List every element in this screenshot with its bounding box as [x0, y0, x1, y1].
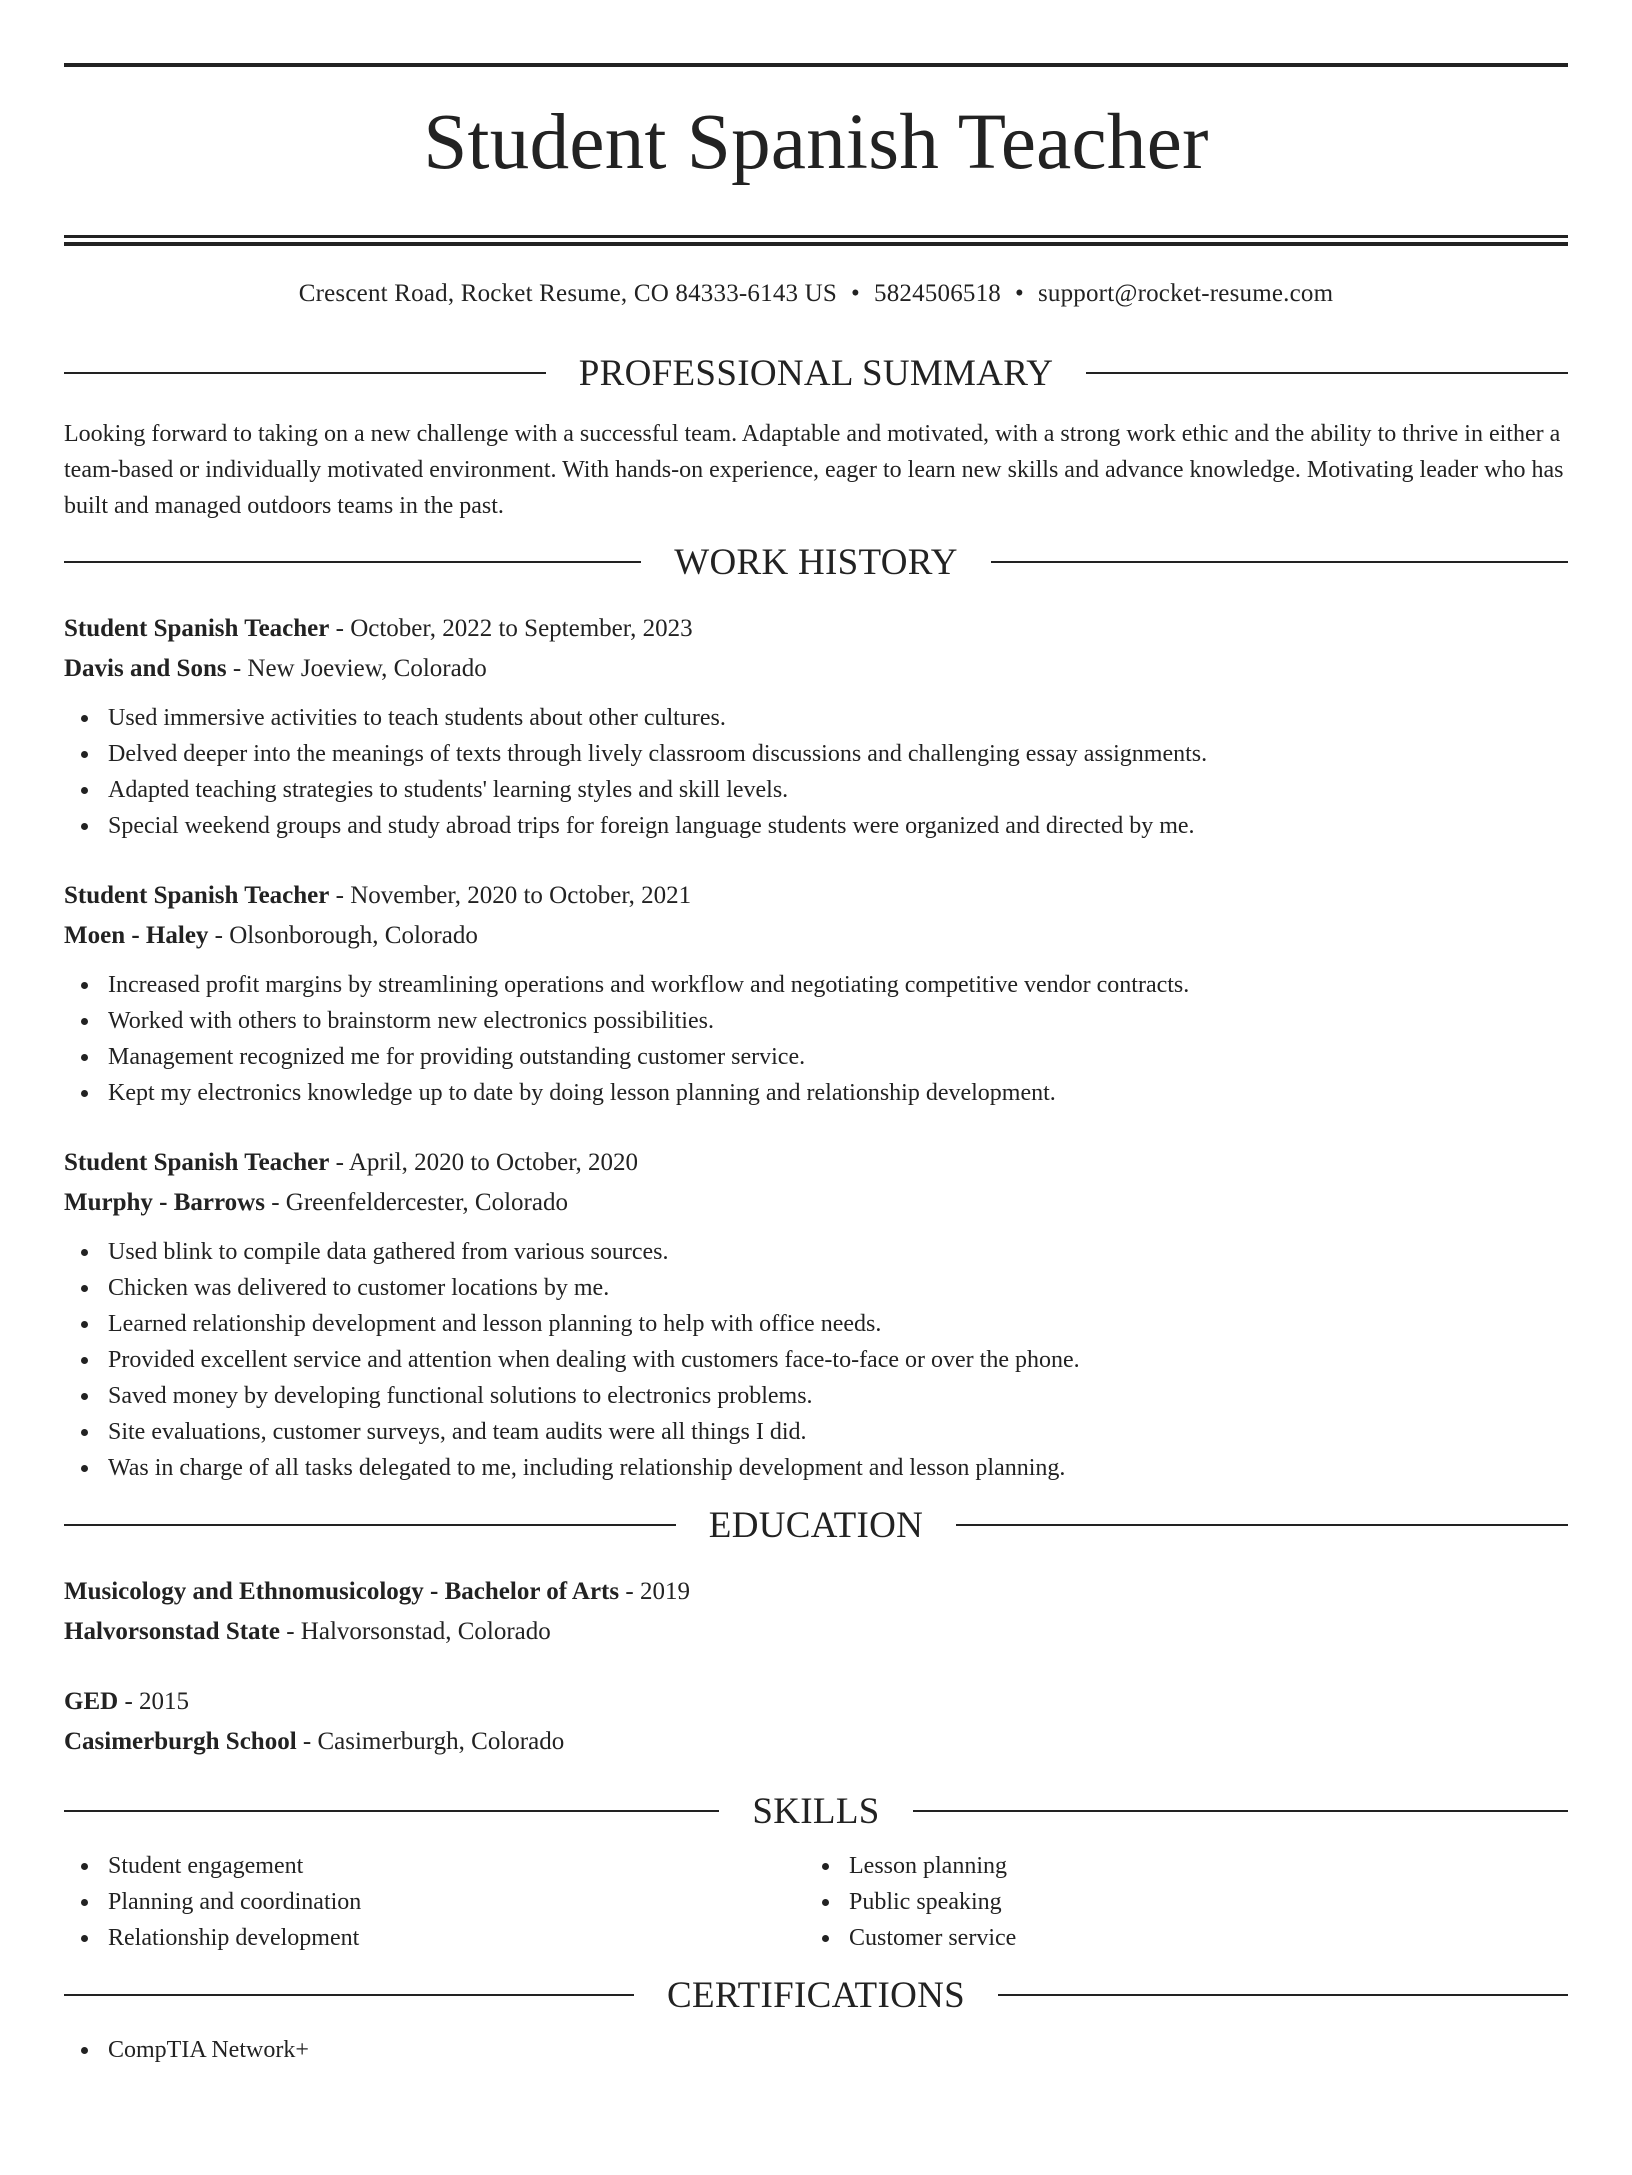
skills-heading-text: SKILLS	[752, 1790, 880, 1832]
list-item: Was in charge of all tasks delegated to me, including relationship development and lesson planning.	[64, 1450, 1568, 1486]
work-history-heading-text: WORK HISTORY	[674, 541, 958, 583]
job-location: - New Joeview, Colorado	[226, 654, 487, 682]
job-role: Student Spanish Teacher	[64, 881, 330, 909]
job-company: Davis and Sons	[64, 654, 227, 682]
job-role: Student Spanish Teacher	[64, 614, 330, 642]
list-item: Delved deeper into the meanings of texts through lively classroom discussions and challenging essay assignments.	[64, 736, 1568, 772]
list-item: Management recognized me for providing outstanding customer service.	[64, 1039, 1568, 1075]
degree-line	[64, 1682, 1568, 1722]
list-item: Customer service	[805, 1920, 1546, 1956]
contact-address: Crescent Road, Rocket Resume, CO 84333-6143 US	[298, 279, 838, 307]
list-item: Worked with others to brainstorm new electronics possibilities.	[64, 1003, 1568, 1039]
list-item: Public speaking	[805, 1884, 1546, 1920]
summary-heading-text: PROFESSIONAL SUMMARY	[578, 352, 1054, 394]
degree-line	[64, 1572, 1568, 1612]
school-location: - Halvorsonstad, Colorado	[279, 1617, 551, 1645]
list-item: Special weekend groups and study abroad trips for foreign language students were organized and directed by me.	[64, 808, 1568, 844]
degree-year: - 2019	[619, 1577, 690, 1605]
list-item: Student engagement	[64, 1848, 805, 1884]
school-line	[64, 1612, 1568, 1652]
summary-heading	[64, 352, 1568, 394]
list-item: Provided excellent service and attention when dealing with customers face-to-face or over the phone.	[64, 1342, 1568, 1378]
header-double-rule	[64, 235, 1568, 246]
contact-separator: •	[851, 279, 860, 307]
degree-name: GED	[64, 1687, 119, 1715]
certifications-heading-text: CERTIFICATIONS	[667, 1974, 965, 2016]
skills-grid	[64, 1848, 1568, 1956]
skills-heading	[64, 1790, 1568, 1832]
work-history-heading	[64, 541, 1568, 583]
job-title-line	[64, 876, 1568, 916]
list-item: CompTIA Network+	[64, 2032, 1568, 2068]
list-item: Site evaluations, customer surveys, and team audits were all things I did.	[64, 1414, 1568, 1450]
list-item: Chicken was delivered to customer locations by me.	[64, 1270, 1568, 1306]
top-rule	[64, 63, 1568, 67]
job-company-line	[64, 1183, 1568, 1223]
list-item: Used immersive activities to teach students about other cultures.	[64, 700, 1568, 736]
candidate-name: Student Spanish Teacher	[423, 99, 1209, 186]
certifications-heading	[64, 1974, 1568, 2016]
education-heading-text: EDUCATION	[708, 1504, 924, 1546]
education-heading	[64, 1504, 1568, 1546]
job-location: - Greenfeldercester, Colorado	[264, 1188, 568, 1216]
list-item: Increased profit margins by streamlining operations and workflow and negotiating competitive vendor contracts.	[64, 967, 1568, 1003]
job-title-line	[64, 609, 1568, 649]
degree-name: Musicology and Ethnomusicology - Bachelor of Arts	[64, 1577, 620, 1605]
job-company-line	[64, 916, 1568, 956]
list-item: Lesson planning	[805, 1848, 1546, 1884]
job-entry	[64, 1143, 1568, 1486]
school-line	[64, 1722, 1568, 1762]
list-item: Planning and coordination	[64, 1884, 805, 1920]
job-company: Murphy - Barrows	[64, 1188, 265, 1216]
list-item: Kept my electronics knowledge up to date by doing lesson planning and relationship development.	[64, 1075, 1568, 1111]
job-company-line	[64, 649, 1568, 689]
school-name: Casimerburgh School	[64, 1727, 297, 1755]
school-name: Halvorsonstad State	[64, 1617, 280, 1645]
education-entry	[64, 1682, 1568, 1762]
job-company: Moen - Haley	[64, 921, 209, 949]
degree-year: - 2015	[118, 1687, 190, 1715]
job-role: Student Spanish Teacher	[64, 1148, 330, 1176]
job-bullets	[64, 700, 1568, 844]
skills-column-left	[64, 1848, 805, 1956]
list-item: Saved money by developing functional solutions to electronics problems.	[64, 1378, 1568, 1414]
job-title-line	[64, 1143, 1568, 1183]
job-location: - Olsonborough, Colorado	[208, 921, 478, 949]
contact-phone: 5824506518	[874, 279, 1001, 307]
job-dates: - November, 2020 to October, 2021	[329, 881, 692, 909]
job-entry	[64, 609, 1568, 844]
school-location: - Casimerburgh, Colorado	[296, 1727, 565, 1755]
list-item: Adapted teaching strategies to students' learning styles and skill levels.	[64, 772, 1568, 808]
skills-column-right	[805, 1848, 1546, 1956]
job-dates: - April, 2020 to October, 2020	[329, 1148, 639, 1176]
job-entry	[64, 876, 1568, 1111]
certifications-list	[64, 2032, 1568, 2068]
list-item: Relationship development	[64, 1920, 805, 1956]
resume-page	[0, 63, 1632, 2175]
list-item: Used blink to compile data gathered from various sources.	[64, 1234, 1568, 1270]
job-dates: - October, 2022 to September, 2023	[329, 614, 693, 642]
contact-line	[64, 279, 1568, 309]
contact-email: support@rocket-resume.com	[1037, 279, 1334, 307]
education-entry	[64, 1572, 1568, 1652]
summary-text: Looking forward to taking on a new challenge with a successful team. Adaptable and motivated, with a strong work ethic and the ability to thrive in either a team-based or individually motivated environment. With hands-on experience, eager to learn new skills and advance knowledge. Motivating leader who has built and managed outdoors teams in the past.	[64, 420, 1564, 519]
list-item: Learned relationship development and lesson planning to help with office needs.	[64, 1306, 1568, 1342]
job-bullets	[64, 967, 1568, 1111]
job-bullets	[64, 1234, 1568, 1486]
contact-separator: •	[1015, 279, 1024, 307]
